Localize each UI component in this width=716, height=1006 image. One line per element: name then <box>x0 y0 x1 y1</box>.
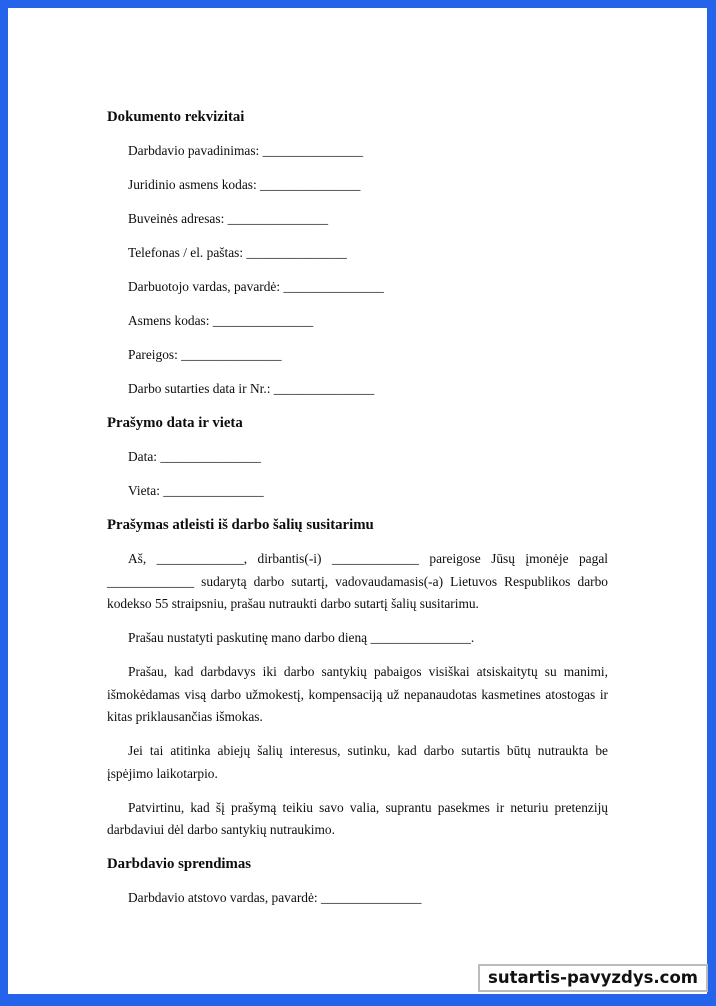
form-field-line: Juridinio asmens kodas: _______________ <box>128 177 361 192</box>
form-field-line: Darbdavio atstovo vardas, pavardė: _______________ <box>128 890 422 905</box>
form-field-line: Buveinės adresas: _______________ <box>128 211 329 226</box>
paragraph: Patvirtinu, kad šį prašymą teikiu savo valia, suprantu pasekmes ir neturiu pretenzijų darbdaviui dėl darbo santykių nutraukimo. <box>107 799 608 837</box>
form-field-line: Darbdavio pavadinimas: _______________ <box>128 143 364 158</box>
section-heading: Dokumento rekvizitai <box>107 109 245 125</box>
section-prasymo-data-ir-vieta <box>107 412 608 503</box>
section-prasymas-atleisti <box>107 514 608 842</box>
form-field-line: Vieta: _______________ <box>128 483 264 498</box>
form-field-line: Darbo sutarties data ir Nr.: _______________ <box>128 381 375 396</box>
form-field-line: Asmens kodas: _______________ <box>128 313 314 328</box>
section-heading: Darbdavio sprendimas <box>107 856 252 872</box>
section-heading: Prašymo data ir vieta <box>107 415 243 431</box>
paragraph: Prašau nustatyti paskutinę mano darbo dieną _______________. <box>128 630 475 645</box>
form-field-line: Darbuotojo vardas, pavardė: _______________ <box>128 279 384 294</box>
form-field-line: Data: _______________ <box>128 449 261 464</box>
section-darbdavio-sprendimas <box>107 853 608 910</box>
section-dokumento-rekvizitai <box>107 106 608 401</box>
paragraph: Aš, _____________, dirbantis(-i) _____________ pareigose Jūsų įmonėje pagal _____________ sudarytą darbo sutartį, vadovaudamasis(-a) Lietuvos Respublikos darbo kodekso 55 straipsniu, prašau nutraukti darbo sutartį šalių susitarimu. <box>107 551 608 611</box>
document-page <box>8 8 707 994</box>
section-heading: Prašymas atleisti iš darbo šalių susitarimu <box>107 517 374 533</box>
paragraph: Prašau, kad darbdavys iki darbo santykių pabaigos visiškai atsiskaitytų su manimi, išmokėdamas visą darbo užmokestį, kompensaciją už nepanaudotas kasmetines atostogas ir kitas priklausančias išmokas. <box>107 664 608 724</box>
form-field-line: Telefonas / el. paštas: _______________ <box>128 245 347 260</box>
form-field-line: Pareigos: _______________ <box>128 347 282 362</box>
paragraph: Jei tai atitinka abiejų šalių interesus, sutinku, kad darbo sutartis būtų nutraukta be įspėjimo laikotarpio. <box>107 743 608 781</box>
document-content <box>8 8 707 910</box>
watermark-badge[interactable]: sutartis-pavyzdys.com <box>478 964 708 992</box>
